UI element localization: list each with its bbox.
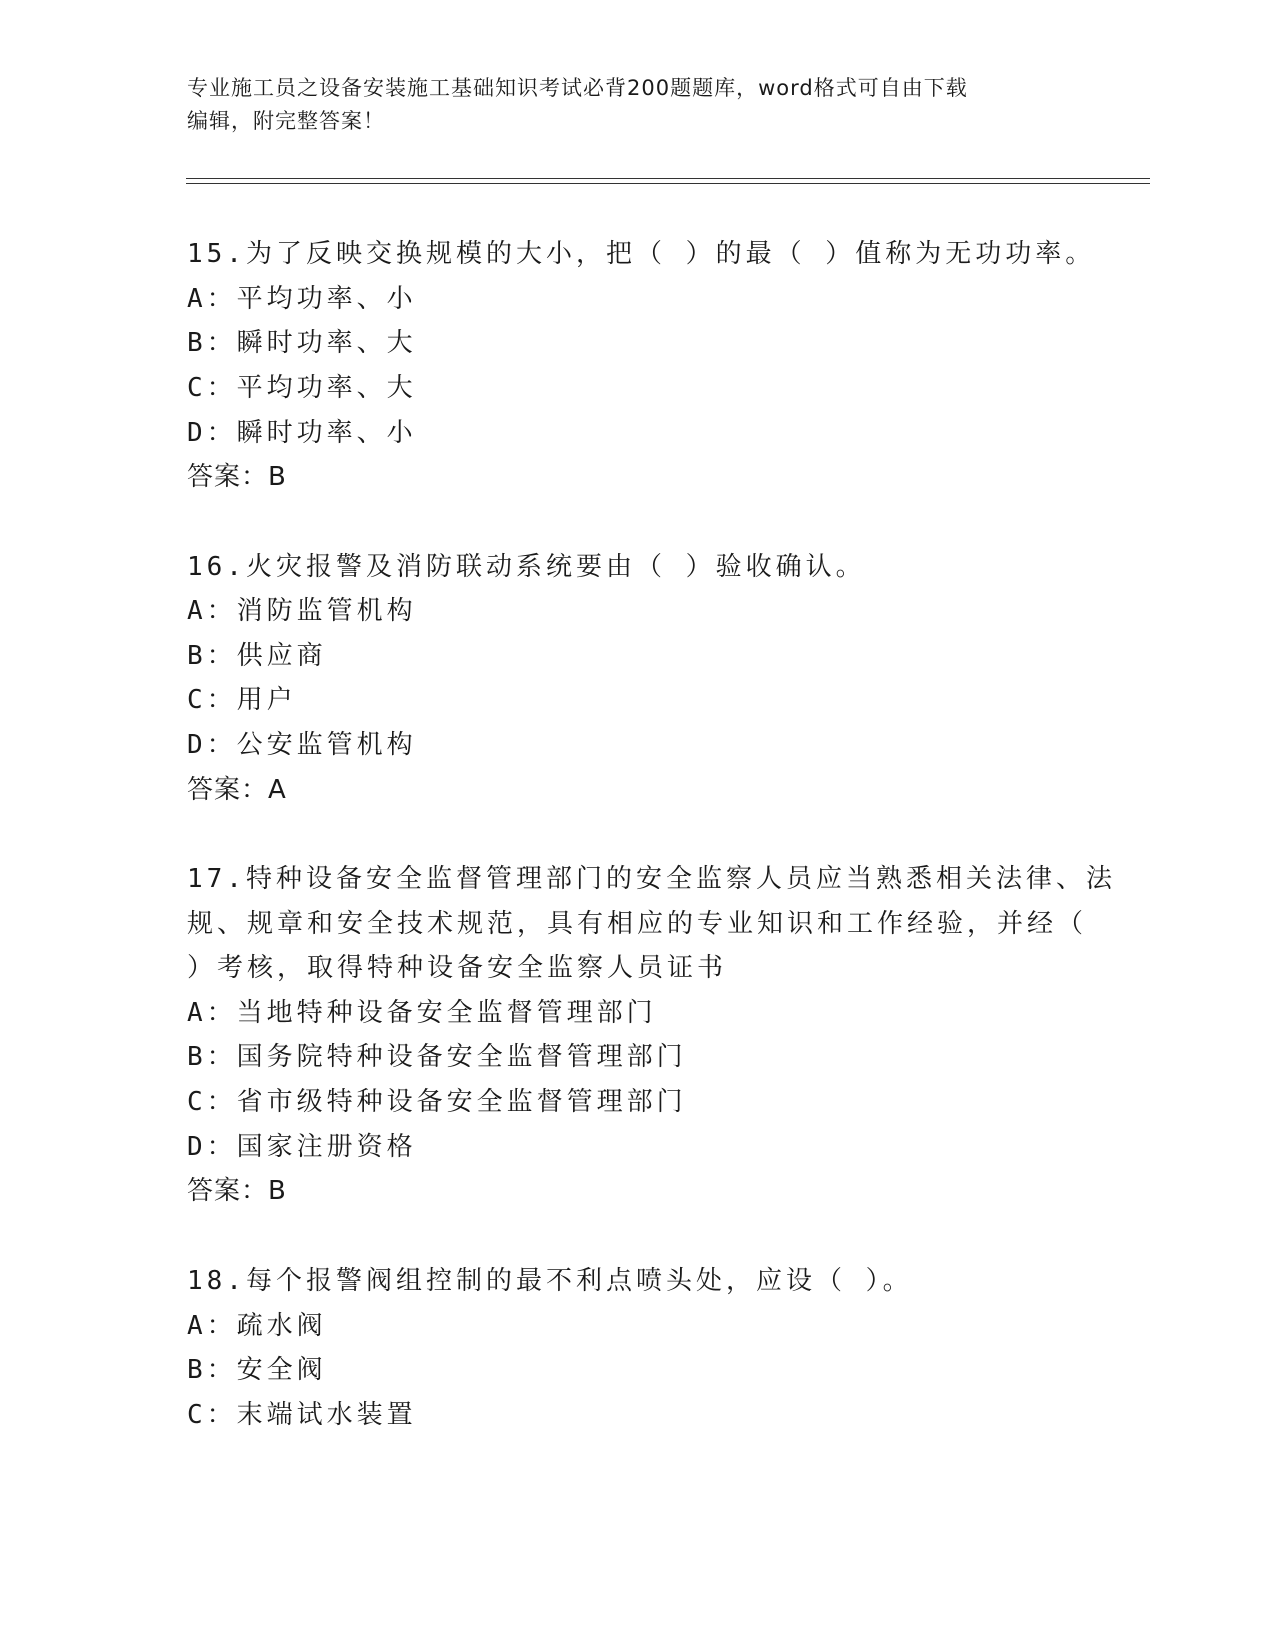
- option-a: A：当地特种设备安全监督管理部门: [187, 998, 657, 1028]
- option-c: C：平均功率、大: [187, 373, 417, 403]
- option-b: B：国务院特种设备安全监督管理部门: [187, 1042, 687, 1072]
- header-divider-top: [186, 178, 1150, 179]
- document-header: [187, 72, 1067, 138]
- option-b: B：瞬时功率、大: [187, 328, 417, 358]
- option-b: B：安全阀: [187, 1355, 327, 1385]
- question-stem: ）考核，取得特种设备安全监察人员证书: [187, 953, 728, 983]
- answer: 答案：B: [187, 462, 287, 492]
- option-d: D：瞬时功率、小: [187, 418, 417, 448]
- option-d: D：国家注册资格: [187, 1132, 417, 1162]
- option-a: A：消防监管机构: [187, 596, 417, 626]
- option-c: C：用户: [187, 685, 297, 715]
- question-stem: 16.火灾报警及消防联动系统要由（ ）验收确认。: [187, 552, 866, 582]
- question-stem: 15.为了反映交换规模的大小，把（ ）的最（ ）值称为无功功率。: [187, 239, 1096, 269]
- header-title-line-1: 专业施工员之设备安装施工基础知识考试必背200题题库，word格式可自由下载: [187, 76, 968, 100]
- question-stem: 规、规章和安全技术规范，具有相应的专业知识和工作经验，并经（: [187, 909, 1088, 939]
- option-b: B：供应商: [187, 641, 327, 671]
- header-divider-bottom: [186, 183, 1150, 184]
- answer: 答案：A: [187, 775, 287, 805]
- option-a: A：平均功率、小: [187, 284, 417, 314]
- option-c: C：末端试水装置: [187, 1400, 417, 1430]
- option-c: C：省市级特种设备安全监督管理部门: [187, 1087, 687, 1117]
- header-title-line-2: 编辑，附完整答案！: [187, 109, 385, 133]
- option-a: A：疏水阀: [187, 1311, 327, 1341]
- option-d: D：公安监管机构: [187, 730, 417, 760]
- question-stem: 18.每个报警阀组控制的最不利点喷头处，应设（ ）。: [187, 1266, 913, 1296]
- answer: 答案：B: [187, 1176, 287, 1206]
- question-stem: 17.特种设备安全监督管理部门的安全监察人员应当熟悉相关法律、法: [187, 864, 1116, 894]
